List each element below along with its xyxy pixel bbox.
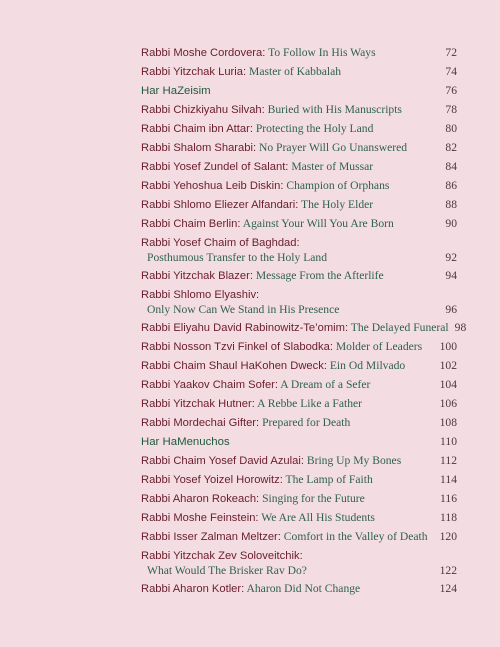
toc-entry-row bbox=[141, 269, 457, 283]
toc-entry-title: Aharon Did Not Change bbox=[246, 582, 361, 595]
toc-entry-title: Message From the Afterlife bbox=[255, 269, 384, 282]
toc-entry-text bbox=[141, 236, 439, 264]
toc-entry-title: We Are All His Students bbox=[261, 511, 375, 524]
toc-entry-text bbox=[141, 473, 434, 487]
toc-entry-title: Prepared for Death bbox=[262, 416, 351, 429]
toc-entry-row bbox=[141, 160, 457, 174]
toc-page-number: 82 bbox=[445, 141, 457, 154]
toc-entry-text bbox=[141, 269, 439, 283]
toc-entry-text bbox=[141, 46, 439, 60]
toc-entry-row bbox=[141, 473, 457, 487]
toc-section-name: Har HaMenuchos bbox=[141, 436, 230, 448]
toc-entry-text bbox=[141, 492, 434, 506]
toc-entry-row bbox=[141, 122, 457, 136]
toc-page-number: 94 bbox=[445, 269, 457, 282]
toc-section-name: Har HaZeisim bbox=[141, 85, 211, 97]
toc-entry-text bbox=[141, 65, 439, 79]
table-of-contents bbox=[141, 46, 467, 601]
toc-page-number: 104 bbox=[439, 378, 457, 391]
toc-entry-name: Rabbi Moshe Cordovera: bbox=[141, 47, 266, 59]
toc-page-number: 84 bbox=[445, 160, 457, 173]
toc-page-number: 120 bbox=[439, 530, 457, 543]
toc-entry-title: Champion of Orphans bbox=[286, 179, 390, 192]
toc-entry-title: Ein Od Milvado bbox=[329, 359, 406, 372]
toc-entry-name: Rabbi Yitzchak Zev Soloveitchik: bbox=[141, 550, 303, 562]
toc-entry-name: Rabbi Isser Zalman Meltzer: bbox=[141, 531, 281, 543]
toc-entry-title: Master of Mussar bbox=[291, 160, 374, 173]
toc-entry-row bbox=[141, 65, 457, 79]
toc-entry-title: Posthumous Transfer to the Holy Land bbox=[147, 250, 328, 264]
toc-entry-row bbox=[141, 46, 457, 60]
toc-entry-text bbox=[141, 103, 439, 117]
toc-entry-text bbox=[141, 397, 434, 411]
toc-entry-text bbox=[141, 321, 449, 335]
toc-entry-title: Comfort in the Valley of Death bbox=[283, 530, 428, 543]
toc-entry-title: Master of Kabbalah bbox=[249, 65, 342, 78]
toc-entry-row bbox=[141, 549, 457, 577]
toc-entry-row bbox=[141, 454, 457, 468]
toc-entry-row bbox=[141, 492, 457, 506]
toc-page-number: 90 bbox=[445, 217, 457, 230]
toc-entry-title: What Would The Brisker Rav Do? bbox=[147, 563, 307, 577]
toc-entry-name: Rabbi Aharon Rokeach: bbox=[141, 493, 260, 505]
toc-entry-row bbox=[141, 236, 457, 264]
toc-entry-title: No Prayer Will Go Unanswered bbox=[258, 141, 408, 154]
toc-page-number: 108 bbox=[439, 416, 457, 429]
toc-entry-name: Rabbi Chaim Berlin: bbox=[141, 218, 241, 230]
toc-entry-text bbox=[141, 359, 434, 373]
toc-entry-title: Against Your Will You Are Born bbox=[242, 217, 394, 230]
toc-entry-text bbox=[141, 288, 439, 316]
toc-entry-row bbox=[141, 582, 457, 596]
toc-entry-row bbox=[141, 141, 457, 155]
toc-page-number: 80 bbox=[445, 122, 457, 135]
toc-entry-text bbox=[141, 416, 434, 430]
toc-entry-name: Rabbi Moshe Feinstein: bbox=[141, 512, 259, 524]
toc-page-number: 86 bbox=[445, 179, 457, 192]
toc-page-number: 72 bbox=[445, 46, 457, 59]
toc-entry-text bbox=[141, 530, 434, 544]
toc-entry-row bbox=[141, 179, 457, 193]
toc-page-number: 114 bbox=[440, 473, 457, 486]
toc-entry-text bbox=[141, 198, 439, 212]
toc-entry-text bbox=[141, 340, 434, 354]
toc-entry-name: Rabbi Shalom Sharabi: bbox=[141, 142, 257, 154]
toc-entry-title: Buried with His Manuscripts bbox=[267, 103, 402, 116]
toc-entry-name: Rabbi Yitzchak Luria: bbox=[141, 66, 247, 78]
toc-entry-text bbox=[141, 160, 439, 174]
toc-entry-name: Rabbi Yosef Zundel of Salant: bbox=[141, 161, 289, 173]
toc-page-number: 98 bbox=[454, 321, 467, 334]
toc-entry-title: A Rebbe Like a Father bbox=[257, 397, 363, 410]
toc-page-number: 76 bbox=[445, 84, 457, 97]
toc-page-number: 118 bbox=[440, 511, 457, 524]
toc-entry-title: The Holy Elder bbox=[301, 198, 374, 211]
toc-entry-title: The Delayed Funeral bbox=[350, 321, 449, 334]
toc-section-row bbox=[141, 84, 457, 98]
toc-entry-name: Rabbi Yosef Yoizel Horowitz: bbox=[141, 474, 283, 486]
toc-entry-title: Molder of Leaders bbox=[335, 340, 423, 353]
toc-page-number: 74 bbox=[445, 65, 457, 78]
toc-entry-text bbox=[141, 582, 434, 596]
toc-page-number: 78 bbox=[445, 103, 457, 116]
toc-page-number: 92 bbox=[445, 250, 457, 264]
toc-page-number: 112 bbox=[440, 454, 457, 467]
toc-entry-title: To Follow In His Ways bbox=[268, 46, 376, 59]
toc-entry-name: Rabbi Yitzchak Hutner: bbox=[141, 398, 255, 410]
toc-entry-row bbox=[141, 321, 467, 335]
toc-entry-name: Rabbi Mordechai Gifter: bbox=[141, 417, 260, 429]
toc-entry-name: Rabbi Aharon Kotler: bbox=[141, 583, 245, 595]
toc-entry-title: A Dream of a Sefer bbox=[280, 378, 371, 391]
toc-entry-title: Protecting the Holy Land bbox=[255, 122, 374, 135]
toc-entry-name: Rabbi Yehoshua Leib Diskin: bbox=[141, 180, 284, 192]
toc-entry-text bbox=[141, 378, 434, 392]
toc-entry-name: Rabbi Yosef Chaim of Baghdad: bbox=[141, 237, 300, 249]
toc-entry-row bbox=[141, 378, 457, 392]
toc-entry-name: Rabbi Chaim ibn Attar: bbox=[141, 123, 253, 135]
toc-entry-name: Rabbi Nosson Tzvi Finkel of Slabodka: bbox=[141, 341, 333, 353]
toc-entry-text bbox=[141, 549, 434, 577]
toc-entry-row bbox=[141, 359, 457, 373]
toc-entry-text bbox=[141, 435, 434, 449]
toc-entry-name: Rabbi Shlomo Elyashiv: bbox=[141, 289, 260, 301]
toc-entry-row bbox=[141, 511, 457, 525]
toc-page-number: 116 bbox=[440, 492, 457, 505]
toc-page-number: 88 bbox=[445, 198, 457, 211]
toc-page-number: 110 bbox=[440, 435, 457, 448]
toc-page-number: 96 bbox=[445, 302, 457, 316]
toc-entry-text bbox=[141, 454, 434, 468]
toc-entry-name: Rabbi Yitzchak Blazer: bbox=[141, 270, 253, 282]
toc-entry-text bbox=[141, 141, 439, 155]
toc-section-row bbox=[141, 435, 457, 449]
toc-entry-name: Rabbi Chaim Shaul HaKohen Dweck: bbox=[141, 360, 327, 372]
toc-entry-text bbox=[141, 122, 439, 136]
toc-entry-row bbox=[141, 340, 457, 354]
toc-entry-name: Rabbi Chaim Yosef David Azulai: bbox=[141, 455, 304, 467]
toc-page-number: 102 bbox=[439, 359, 457, 372]
toc-page-number: 124 bbox=[439, 582, 457, 595]
toc-entry-text bbox=[141, 217, 439, 231]
toc-entry-row bbox=[141, 217, 457, 231]
toc-entry-title: The Lamp of Faith bbox=[285, 473, 373, 486]
toc-entry-text bbox=[141, 84, 439, 98]
toc-entry-name: Rabbi Eliyahu David Rabinowitz-Te’omim: bbox=[141, 322, 349, 334]
toc-entry-name: Rabbi Shlomo Eliezer Alfandari: bbox=[141, 199, 299, 211]
toc-entry-row bbox=[141, 416, 457, 430]
toc-entry-row bbox=[141, 397, 457, 411]
toc-page-number: 106 bbox=[439, 397, 457, 410]
toc-entry-title: Bring Up My Bones bbox=[306, 454, 402, 467]
toc-page-number: 122 bbox=[439, 563, 457, 577]
toc-entry-row bbox=[141, 198, 457, 212]
toc-entry-text bbox=[141, 511, 434, 525]
toc-entry-name: Rabbi Yaakov Chaim Sofer: bbox=[141, 379, 279, 391]
toc-entry-row bbox=[141, 530, 457, 544]
toc-entry-title: Singing for the Future bbox=[262, 492, 365, 505]
toc-entry-row bbox=[141, 288, 457, 316]
toc-page-number: 100 bbox=[439, 340, 457, 353]
toc-entry-name: Rabbi Chizkiyahu Silvah: bbox=[141, 104, 265, 116]
toc-entry-title: Only Now Can We Stand in His Presence bbox=[147, 302, 340, 316]
toc-entry-text bbox=[141, 179, 439, 193]
toc-entry-row bbox=[141, 103, 457, 117]
